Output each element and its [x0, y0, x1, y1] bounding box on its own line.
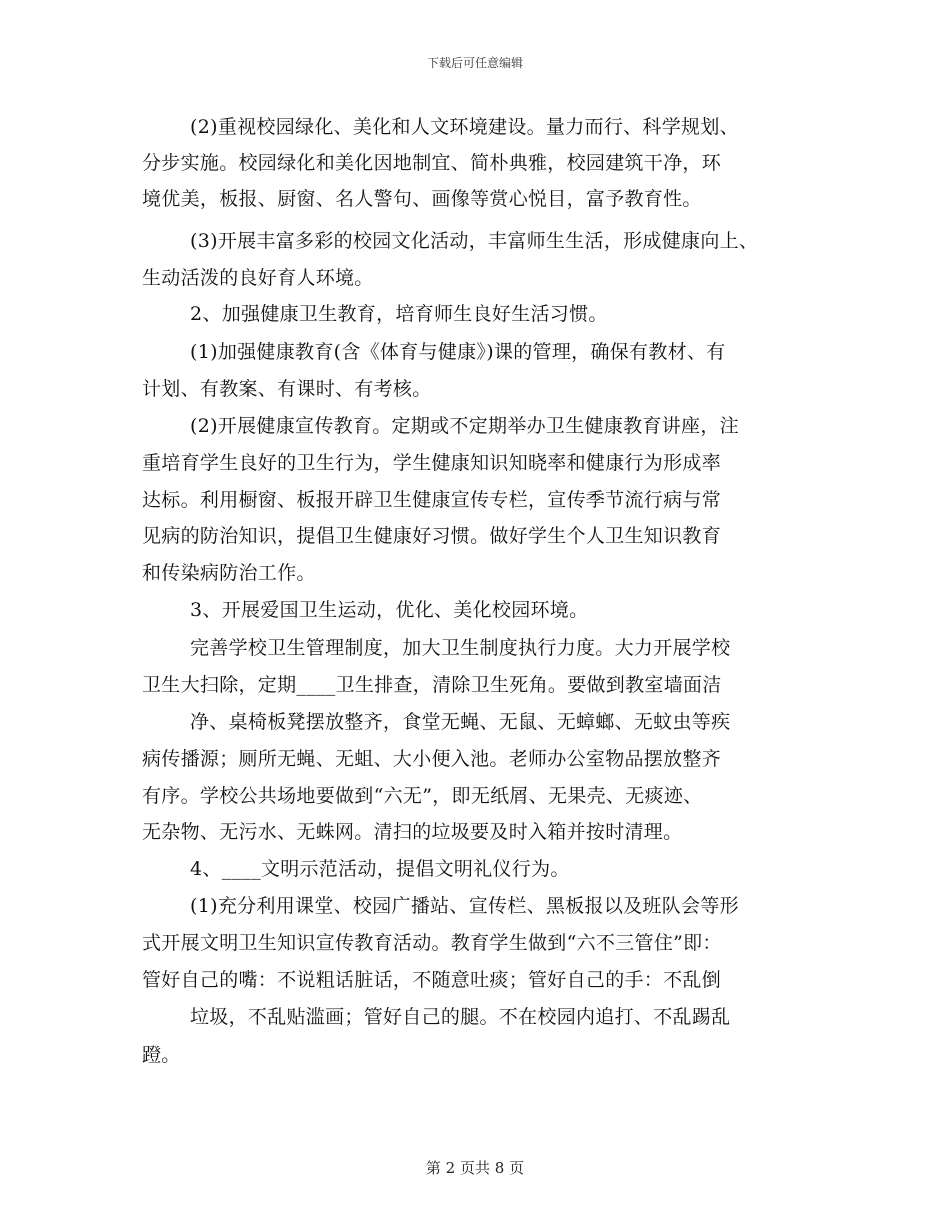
text-line: 见病的防治知识，提倡卫生健康好习惯。做好学生个人卫生知识教育 [142, 525, 722, 547]
text-line: 式开展文明卫生知识宣传教育活动。教育学生做到“六不三管住”即： [142, 932, 722, 954]
text-line: (1)加强健康教育(含《体育与健康》)课的管理，确保有教材、有 [190, 341, 726, 363]
section-heading: 3、开展爱国卫生运动，优化、美化校园环境。 [190, 599, 589, 621]
text-line: 无杂物、无污水、无蛛网。清扫的垃圾要及时入箱并按时清理。 [142, 821, 683, 843]
text-line: 重培育学生良好的卫生行为，学生健康知识知晓率和健康行为形成率 [142, 452, 722, 474]
text-line: 净、桌椅板凳摆放整齐，食堂无蝇、无鼠、无蟑螂、无蚊虫等疾 [190, 711, 731, 733]
section-heading: 4、____文明示范活动，提倡文明礼仪行为。 [190, 858, 570, 880]
text-line: (2)重视校园绿化、美化和人文环境建设。量力而行、科学规划、 [190, 116, 739, 138]
page-footer: 第 2 页共 8 页 [425, 1159, 525, 1177]
text-line: 完善学校卫生管理制度，加大卫生制度执行力度。大力开展学校 [190, 637, 731, 659]
text-line: 病传播源；厕所无蝇、无蛆、大小便入池。老师办公室物品摆放整齐 [142, 748, 722, 770]
text-line: 达标。利用橱窗、板报开辟卫生健康宣传专栏，宣传季节流行病与常 [142, 489, 722, 511]
text-line: 垃圾，不乱贴滥画；管好自己的腿。不在校园内追打、不乱踢乱 [190, 1006, 731, 1028]
text-line: (1)充分利用课堂、校园广播站、宣传栏、黑板报以及班队会等形 [190, 895, 739, 917]
text-line: (2)开展健康宣传教育。定期或不定期举办卫生健康教育讲座，注 [190, 415, 739, 437]
text-line: 有序。学校公共场地要做到“六无”，即无纸屑、无果壳、无痰迹、 [142, 785, 703, 807]
page-header: 下载后可任意编辑 [426, 56, 523, 70]
text-line: 蹬。 [142, 1044, 181, 1066]
text-line: 生动活泼的良好育人环境。 [142, 267, 374, 289]
text-line: 管好自己的嘴：不说粗话脏话，不随意吐痰；管好自己的手：不乱倒 [142, 969, 722, 991]
text-line: 卫生大扫除，定期____卫生排查，清除卫生死角。要做到教室墙面洁 [142, 674, 722, 696]
text-line: (3)开展丰富多彩的校园文化活动，丰富师生生活，形成健康向上、 [190, 230, 759, 252]
text-line: 境优美，板报、厨窗、名人警句、画像等赏心悦目，富予教育性。 [142, 188, 702, 210]
section-heading: 2、加强健康卫生教育，培育师生良好生活习惯。 [190, 303, 608, 325]
text-line: 和传染病防治工作。 [142, 562, 316, 584]
text-line: 计划、有教案、有课时、有考核。 [142, 378, 432, 400]
text-line: 分步实施。校园绿化和美化因地制宜、简朴典雅，校园建筑干净，环 [142, 152, 722, 174]
